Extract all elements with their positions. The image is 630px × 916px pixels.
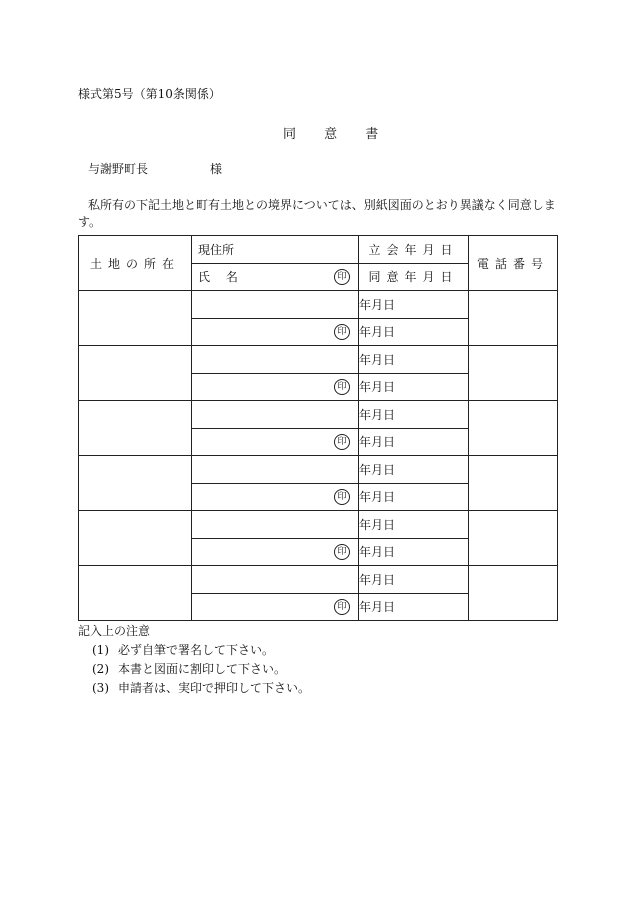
addressee: 与謝野町長: [88, 162, 149, 176]
table-row: [79, 566, 558, 594]
date-year-label: 年: [359, 407, 372, 422]
date-year-label: 年: [359, 600, 372, 615]
seal-mark-icon: 印: [334, 269, 350, 285]
date-cell[interactable]: [359, 511, 469, 539]
date-month-label: 月: [371, 517, 384, 532]
table-header-row-1: [79, 236, 558, 264]
date-day-label: 日: [383, 600, 396, 615]
date-day-label: 日: [383, 352, 396, 367]
table-row: [79, 456, 558, 484]
notes-title: 記入上の注意: [78, 624, 151, 638]
date-month-label: 月: [371, 490, 384, 505]
date-month-label: 月: [371, 352, 384, 367]
seal-mark-icon: 印: [334, 324, 350, 340]
current-address-cell[interactable]: [192, 511, 359, 539]
date-month-label: 月: [371, 545, 384, 560]
note-item: [92, 680, 310, 696]
date-day-label: 日: [383, 407, 396, 422]
current-address-cell[interactable]: [192, 566, 359, 594]
seal-mark-icon: 印: [334, 434, 350, 450]
date-month-label: 月: [371, 435, 384, 450]
current-address-cell[interactable]: [192, 346, 359, 374]
name-cell[interactable]: [192, 318, 359, 346]
header-location: 土地の所在: [79, 236, 192, 291]
date-year-label: 年: [359, 572, 372, 587]
date-day-label: 日: [383, 462, 396, 477]
note-item: [92, 642, 274, 658]
header-phone: 電話番号: [469, 236, 558, 291]
date-year-label: 年: [359, 297, 372, 312]
header-consent-date: 同意年月日: [359, 263, 469, 291]
header-name: 氏 名: [198, 270, 244, 285]
date-month-label: 月: [371, 325, 384, 340]
date-month-label: 月: [371, 572, 384, 587]
header-current-address: 現住所: [192, 236, 359, 264]
seal-mark-icon: 印: [334, 544, 350, 560]
header-name-cell: [192, 263, 359, 291]
date-year-label: 年: [359, 380, 372, 395]
note-number: (2): [92, 662, 109, 676]
current-address-cell[interactable]: [192, 456, 359, 484]
land-location-cell[interactable]: [79, 511, 192, 566]
date-cell[interactable]: [359, 428, 469, 456]
form-number: 様式第5号（第10条関係）: [78, 87, 221, 101]
date-month-label: 月: [371, 380, 384, 395]
phone-number-cell[interactable]: [469, 456, 558, 511]
date-month-label: 月: [371, 462, 384, 477]
table-row: [79, 511, 558, 539]
table-row: [79, 401, 558, 429]
date-year-label: 年: [359, 517, 372, 532]
current-address-cell[interactable]: [192, 291, 359, 319]
phone-number-cell[interactable]: [469, 291, 558, 346]
note-number: (3): [92, 681, 109, 695]
date-day-label: 日: [383, 380, 396, 395]
table-row: [79, 346, 558, 374]
date-day-label: 日: [383, 490, 396, 505]
document-title: 同 意 書: [283, 127, 391, 142]
name-cell[interactable]: [192, 373, 359, 401]
date-month-label: 月: [371, 407, 384, 422]
date-cell[interactable]: [359, 291, 469, 319]
date-cell[interactable]: [359, 373, 469, 401]
name-cell[interactable]: [192, 538, 359, 566]
date-day-label: 日: [383, 435, 396, 450]
date-year-label: 年: [359, 462, 372, 477]
current-address-cell[interactable]: [192, 401, 359, 429]
date-day-label: 日: [383, 545, 396, 560]
seal-mark-icon: 印: [334, 599, 350, 615]
date-month-label: 月: [371, 297, 384, 312]
name-cell[interactable]: [192, 593, 359, 621]
header-witness-date: 立会年月日: [359, 236, 469, 264]
phone-number-cell[interactable]: [469, 346, 558, 401]
date-cell[interactable]: [359, 593, 469, 621]
note-text: 申請者は、実印で押印して下さい。: [118, 681, 311, 695]
date-cell[interactable]: [359, 483, 469, 511]
date-day-label: 日: [383, 517, 396, 532]
note-text: 本書と図面に割印して下さい。: [118, 662, 287, 676]
consent-statement-line-1: 私所有の下記土地と町有土地との境界については、別紙図面のとおり異議なく同意しま: [88, 198, 556, 212]
date-year-label: 年: [359, 325, 372, 340]
note-text: 必ず自筆で署名して下さい。: [118, 643, 275, 657]
land-location-cell[interactable]: [79, 456, 192, 511]
land-location-cell[interactable]: [79, 566, 192, 621]
date-year-label: 年: [359, 545, 372, 560]
date-year-label: 年: [359, 490, 372, 505]
land-location-cell[interactable]: [79, 291, 192, 346]
phone-number-cell[interactable]: [469, 511, 558, 566]
date-day-label: 日: [383, 297, 396, 312]
note-item: [92, 661, 286, 677]
date-year-label: 年: [359, 435, 372, 450]
date-month-label: 月: [371, 600, 384, 615]
consent-statement-line-2: す。: [78, 215, 102, 229]
phone-number-cell[interactable]: [469, 401, 558, 456]
addressee-honorific: 様: [210, 162, 223, 176]
date-cell[interactable]: [359, 456, 469, 484]
date-day-label: 日: [383, 325, 396, 340]
date-cell[interactable]: [359, 566, 469, 594]
date-day-label: 日: [383, 572, 396, 587]
seal-mark-icon: 印: [334, 379, 350, 395]
name-cell[interactable]: [192, 428, 359, 456]
seal-mark-icon: 印: [334, 489, 350, 505]
note-number: (1): [92, 643, 109, 657]
consent-table: [78, 235, 558, 621]
name-cell[interactable]: [192, 483, 359, 511]
phone-number-cell[interactable]: [469, 566, 558, 621]
date-cell[interactable]: [359, 401, 469, 429]
land-location-cell[interactable]: [79, 346, 192, 401]
date-cell[interactable]: [359, 538, 469, 566]
land-location-cell[interactable]: [79, 401, 192, 456]
date-cell[interactable]: [359, 318, 469, 346]
date-cell[interactable]: [359, 346, 469, 374]
date-year-label: 年: [359, 352, 372, 367]
table-row: [79, 291, 558, 319]
